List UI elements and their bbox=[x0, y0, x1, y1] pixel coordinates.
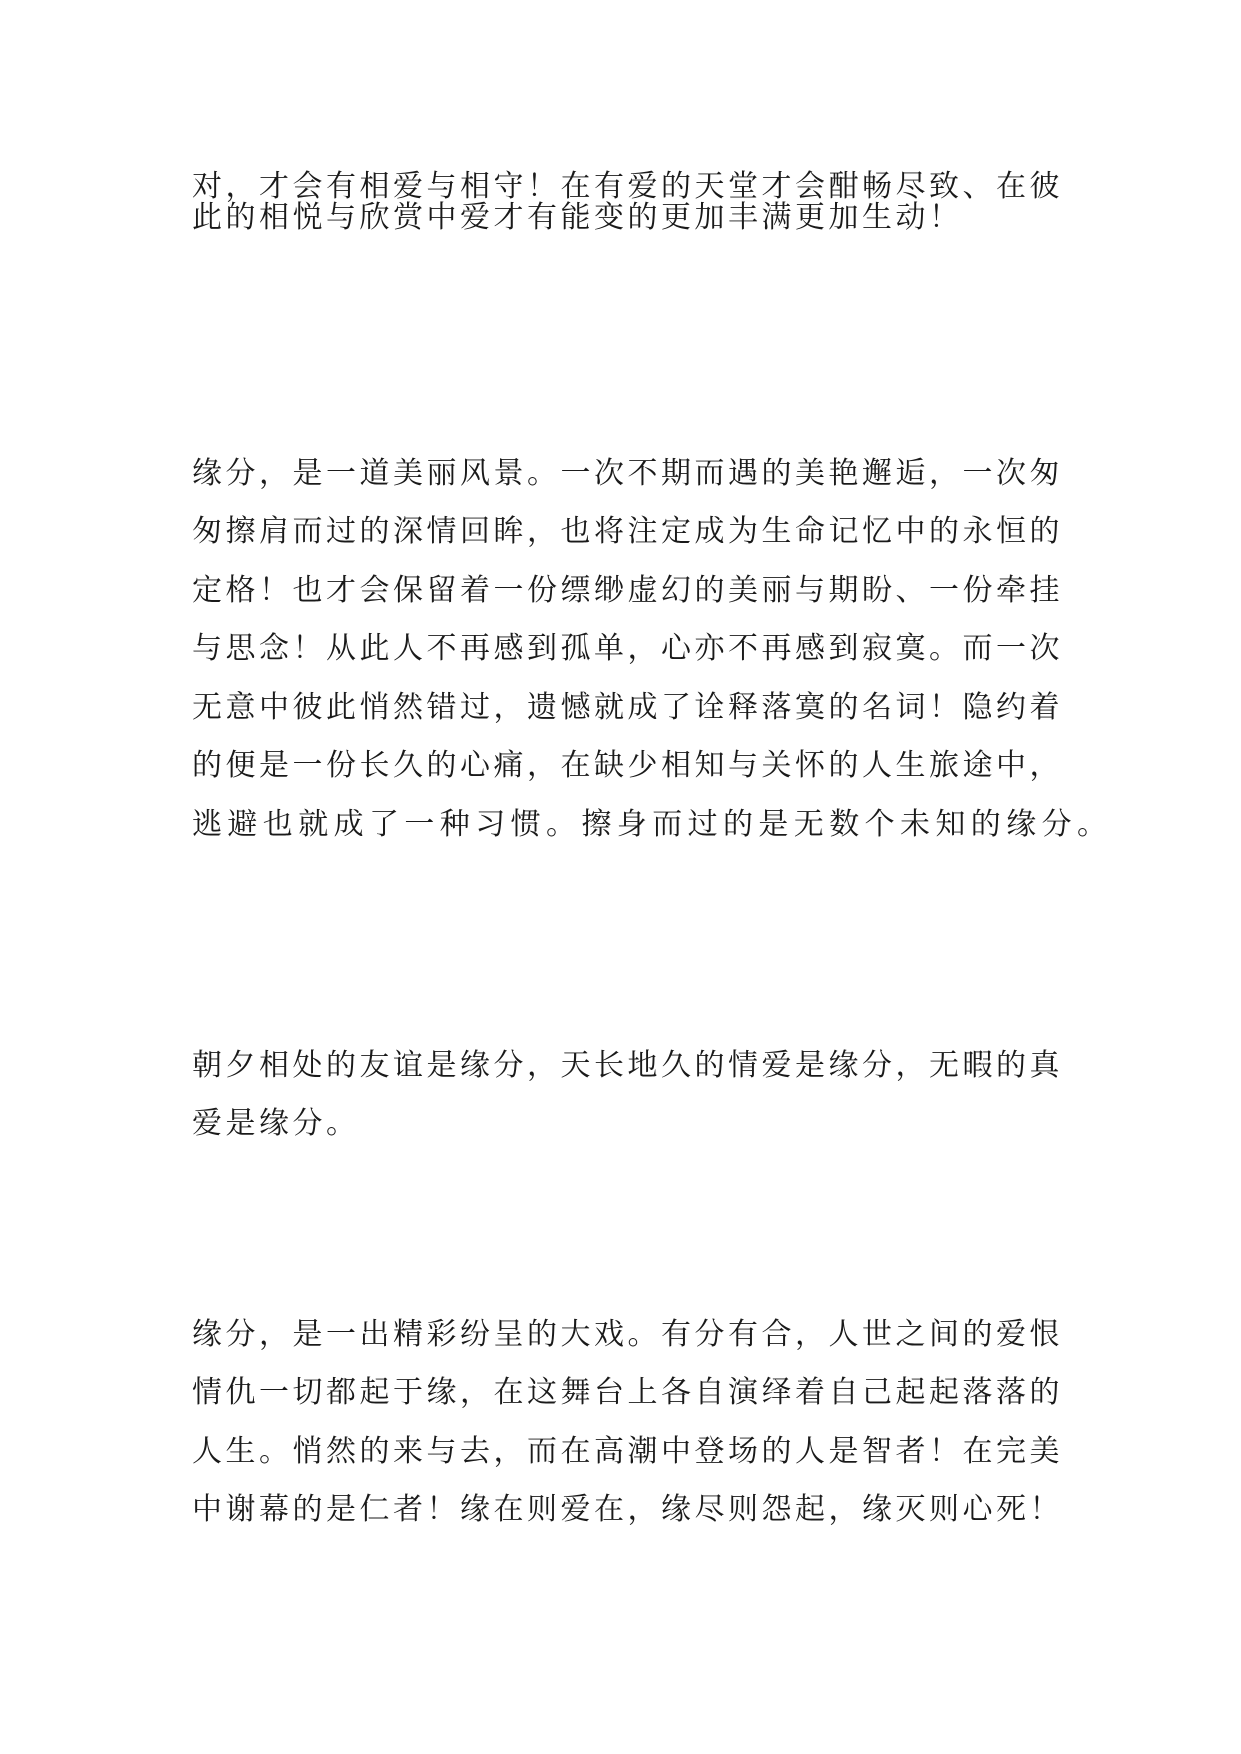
text-line: 朝夕相处的友谊是缘分，天长地久的情爱是缘分，无暇的真 bbox=[192, 1048, 1063, 1083]
text-line: 缘分，是一道美丽风景。一次不期而遇的美艳邂逅，一次匆 bbox=[192, 456, 1063, 491]
text-line: 定格！也才会保留着一份缥缈虚幻的美丽与期盼、一份牵挂 bbox=[192, 573, 1063, 608]
text-line: 逃避也就成了一种习惯。擦身而过的是无数个未知的缘分。 bbox=[192, 807, 1113, 842]
text-line: 情仇一切都起于缘，在这舞台上各自演绎着自己起起落落的 bbox=[192, 1375, 1063, 1410]
text-line: 人生。悄然的来与去，而在高潮中登场的人是智者！在完美 bbox=[192, 1434, 1063, 1469]
text-line: 中谢幕的是仁者！缘在则爱在，缘尽则怨起，缘灭则心死！ bbox=[192, 1492, 1063, 1527]
text-line: 与思念！从此人不再感到孤单，心亦不再感到寂寞。而一次 bbox=[192, 631, 1063, 666]
text-line: 此的相悦与欣赏中爱才有能变的更加丰满更加生动！ bbox=[192, 200, 963, 235]
text-line: 的便是一份长久的心痛，在缺少相知与关怀的人生旅途中， bbox=[192, 748, 1063, 783]
text-line: 对，才会有相爱与相守！在有爱的天堂才会酣畅尽致、在彼 bbox=[192, 169, 1063, 204]
text-line: 缘分，是一出精彩纷呈的大戏。有分有合，人世之间的爱恨 bbox=[192, 1317, 1063, 1352]
text-line: 匆擦肩而过的深情回眸，也将注定成为生命记忆中的永恒的 bbox=[192, 514, 1063, 549]
text-line: 爱是缘分。 bbox=[192, 1106, 360, 1141]
text-line: 无意中彼此悄然错过，遗憾就成了诠释落寞的名词！隐约着 bbox=[192, 690, 1063, 725]
